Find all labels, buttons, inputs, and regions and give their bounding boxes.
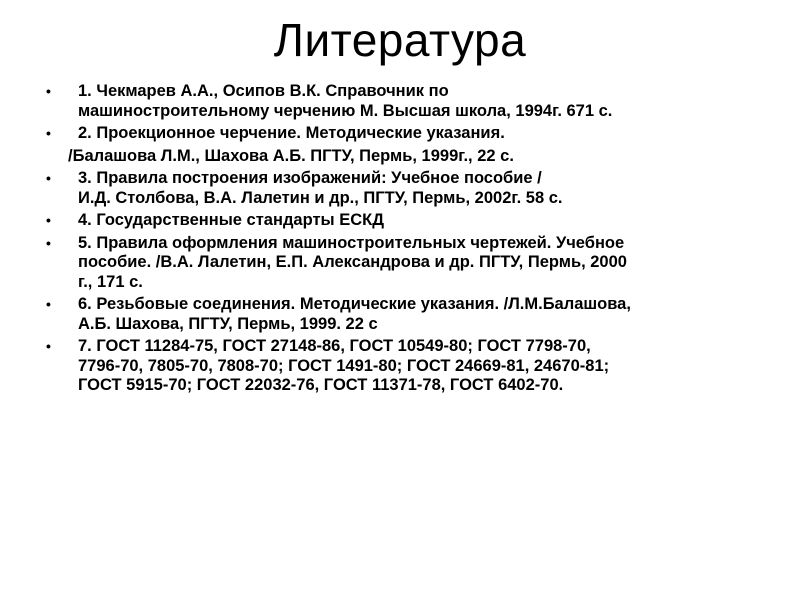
reference-line: машиностроительному черчению М. Высшая школа, 1994г. 671 с. [78, 101, 613, 120]
reference-item-3 [46, 169, 758, 208]
reference-line: /Балашова Л.М., Шахова А.Б. ПГТУ, Пермь, 1999г., 22 с. [68, 146, 514, 165]
reference-line: 5. Правила оформления машиностроительных чертежей. Учебное [78, 233, 625, 252]
reference-item-5 [46, 234, 758, 293]
reference-line: 1. Чекмарев А.А., Осипов В.К. Справочник по [78, 82, 449, 100]
reference-line: ГОСТ 5915-70; ГОСТ 22032-76, ГОСТ 11371-78, ГОСТ 6402-70. [78, 376, 564, 394]
reference-line: 6. Резьбовые соединения. Методические указания. /Л.М.Балашова, [78, 295, 631, 313]
bullet-icon: • [46, 296, 51, 312]
reference-line: 7796-70, 7805-70, 7808-70; ГОСТ 1491-80; ГОСТ 24669-81, 24670-81; [78, 356, 610, 375]
reference-item-6 [46, 295, 758, 334]
slide-title: Литература [273, 14, 527, 66]
reference-continuation [46, 147, 758, 167]
reference-item-2 [46, 124, 758, 144]
bullet-icon: • [46, 125, 51, 141]
bullet-icon: • [46, 170, 51, 186]
bullet-icon: • [46, 212, 51, 228]
reference-line-right: / [537, 169, 542, 187]
bullet-icon: • [46, 234, 51, 251]
reference-line-left: 3. Правила построения изображений: Учебное пособие [78, 169, 533, 187]
bullet-icon: • [46, 83, 51, 99]
reference-line-split [78, 169, 758, 189]
reference-list [46, 82, 758, 399]
reference-item-4 [46, 211, 758, 231]
reference-line: 7. ГОСТ 11284-75, ГОСТ 27148-86, ГОСТ 10549-80; ГОСТ 7798-70, [78, 337, 591, 355]
reference-line: И.Д. Столбова, В.А. Лалетин и др., ПГТУ, Пермь, 2002г. 58 с. [78, 188, 563, 207]
bullet-icon: • [46, 338, 51, 354]
reference-line: 2. Проекционное черчение. Методические указания. [78, 124, 505, 142]
reference-item-7 [46, 337, 758, 396]
reference-line: А.Б. Шахова, ПГТУ, Пермь, 1999. 22 с [78, 314, 378, 333]
reference-line: 4. Государственные стандарты ЕСКД [78, 211, 384, 229]
reference-item-1 [46, 82, 758, 121]
reference-line: г., 171 с. [78, 272, 143, 291]
reference-line: пособие. /В.А. Лалетин, Е.П. Александрова и др. ПГТУ, Пермь, 2000 [78, 253, 627, 271]
